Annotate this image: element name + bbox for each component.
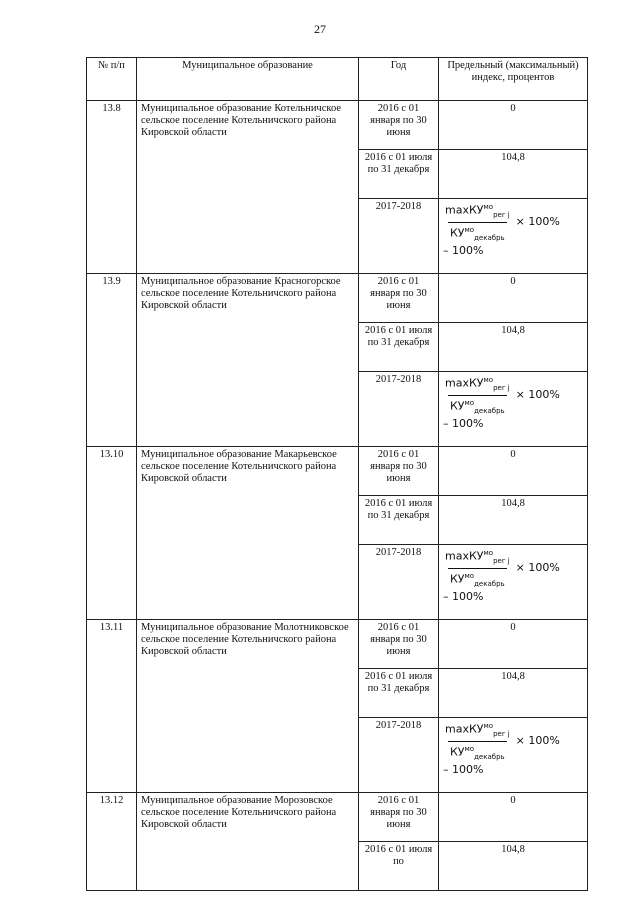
table-row xyxy=(87,447,588,496)
index-formula: $\frac{\max КУ^{мо}_{рег j}}{КУ^{мо}_{декабрь}}$ × 100% – 100% xyxy=(443,203,560,257)
period-year: 2016 с 01 января по 30 июня xyxy=(359,101,439,150)
municipality-name: Муниципальное образование Молотниковское сельское поселение Котельничского района Кировской области xyxy=(137,620,359,793)
index-formula: $\frac{\max КУ^{мо}_{рег j}}{КУ^{мо}_{декабрь}}$ × 100% – 100% xyxy=(443,549,560,603)
table-body xyxy=(87,101,588,891)
period-year: 2016 с 01 июля по 31 декабря xyxy=(359,669,439,718)
tariff-index-table xyxy=(86,57,588,891)
index-formula: $\frac{\max КУ^{мо}_{рег j}}{КУ^{мо}_{декабрь}}$ × 100% – 100% xyxy=(443,376,560,430)
index-formula-cell xyxy=(439,372,588,447)
formula-fraction: $\frac{\max КУ^{мо}_{рег j}}{КУ^{мо}_{декабрь}}$ xyxy=(445,722,510,761)
period-year: 2016 с 01 января по 30 июня xyxy=(359,447,439,496)
formula-fraction: $\frac{\max КУ^{мо}_{рег j}}{КУ^{мо}_{декабрь}}$ xyxy=(445,376,510,415)
row-number: 13.12 xyxy=(87,793,137,891)
period-year: 2017-2018 xyxy=(359,545,439,620)
index-value: 104,8 xyxy=(439,669,588,718)
municipality-name: Муниципальное образование Макарьевское сельское поселение Котельничского района Кировской области xyxy=(137,447,359,620)
index-value: 104,8 xyxy=(439,323,588,372)
header-index: Предельный (максимальный) индекс, процентов xyxy=(439,58,588,101)
municipality-name: Муниципальное образование Котельничское сельское поселение Котельничского района Кировской области xyxy=(137,101,359,274)
table-row xyxy=(87,620,588,669)
row-number: 13.9 xyxy=(87,274,137,447)
header-municipality: Муниципальное образование xyxy=(137,58,359,101)
index-value: 0 xyxy=(439,793,588,842)
index-value: 0 xyxy=(439,101,588,150)
period-year: 2016 с 01 января по 30 июня xyxy=(359,274,439,323)
page-number: 27 xyxy=(314,22,326,36)
index-value: 0 xyxy=(439,274,588,323)
period-year: 2016 с 01 июля по 31 декабря xyxy=(359,323,439,372)
formula-fraction: $\frac{\max КУ^{мо}_{рег j}}{КУ^{мо}_{декабрь}}$ xyxy=(445,203,510,242)
period-year: 2017-2018 xyxy=(359,718,439,793)
index-formula: $\frac{\max КУ^{мо}_{рег j}}{КУ^{мо}_{декабрь}}$ × 100% – 100% xyxy=(443,722,560,776)
table-row xyxy=(87,793,588,842)
row-number: 13.8 xyxy=(87,101,137,274)
index-value: 104,8 xyxy=(439,842,588,891)
index-value: 0 xyxy=(439,447,588,496)
header-num: № п/п xyxy=(87,58,137,101)
period-year: 2016 с 01 января по 30 июня xyxy=(359,620,439,669)
table-header-row xyxy=(87,58,588,101)
formula-fraction: $\frac{\max КУ^{мо}_{рег j}}{КУ^{мо}_{декабрь}}$ xyxy=(445,549,510,588)
index-value: 104,8 xyxy=(439,496,588,545)
municipality-name: Муниципальное образование Морозовское сельское поселение Котельничского района Кировской области xyxy=(137,793,359,891)
period-year: 2016 с 01 июля по 31 декабря xyxy=(359,496,439,545)
municipality-name: Муниципальное образование Красногорское сельское поселение Котельничского района Кировской области xyxy=(137,274,359,447)
period-year: 2016 с 01 января по 30 июня xyxy=(359,793,439,842)
table-row xyxy=(87,101,588,150)
index-formula-cell xyxy=(439,718,588,793)
period-year: 2017-2018 xyxy=(359,372,439,447)
period-year: 2016 с 01 июля по xyxy=(359,842,439,891)
row-number: 13.11 xyxy=(87,620,137,793)
header-year: Год xyxy=(359,58,439,101)
period-year: 2016 с 01 июля по 31 декабря xyxy=(359,150,439,199)
row-number: 13.10 xyxy=(87,447,137,620)
table-row xyxy=(87,274,588,323)
period-year: 2017-2018 xyxy=(359,199,439,274)
index-formula-cell xyxy=(439,199,588,274)
index-value: 104,8 xyxy=(439,150,588,199)
index-formula-cell xyxy=(439,545,588,620)
index-value: 0 xyxy=(439,620,588,669)
